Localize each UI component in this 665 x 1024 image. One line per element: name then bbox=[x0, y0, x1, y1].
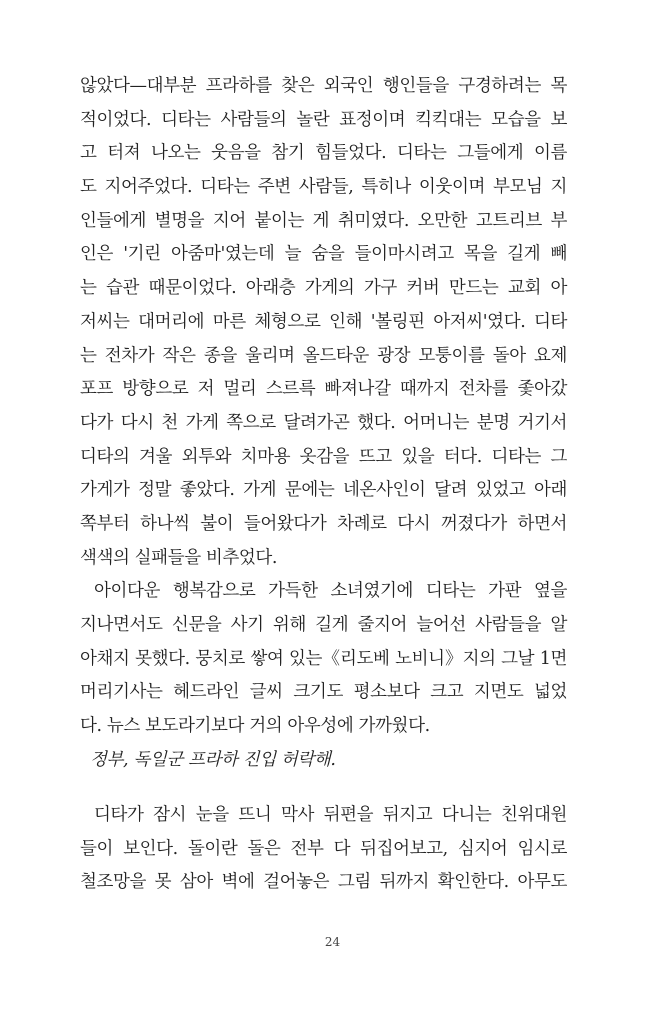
text-line: 디타의 겨울 외투와 치마용 옷감을 뜨고 있을 터다. 디타는 그 bbox=[80, 446, 567, 467]
text-line: 들이 보인다. 돌이란 돌은 전부 다 뒤집어보고, 심지어 임시로 bbox=[80, 838, 567, 859]
text-line: 인들에게 별명을 지어 붙이는 게 취미였다. 오만한 고트리브 부 bbox=[80, 210, 567, 231]
text-line: 아이다운 행복감으로 가득한 소녀였기에 디타는 가판 옆을 bbox=[94, 581, 567, 602]
text-line: 머리기사는 헤드라인 글씨 크기도 평소보다 크고 지면도 넓었 bbox=[80, 682, 567, 703]
body-text bbox=[80, 70, 567, 777]
text-line: 저씨는 대머리에 마른 체형으로 인해 '볼링핀 아저씨'였다. 디타 bbox=[80, 311, 567, 332]
text-line: 아채지 못했다. 뭉치로 쌓여 있는《리도베 노비니》지의 그날 1면 bbox=[80, 648, 567, 669]
body-text-continued bbox=[80, 799, 567, 900]
text-line: 가게가 정말 좋았다. 가게 문에는 네온사인이 달려 있었고 아래 bbox=[80, 480, 567, 501]
page-number: 24 bbox=[324, 935, 341, 949]
text-line: 지나면서도 신문을 사기 위해 길게 줄지어 늘어선 사람들을 알 bbox=[80, 615, 567, 635]
headline-quote: 정부, 독일군 프라하 진입 허락해. bbox=[90, 749, 336, 770]
text-line: 적이었다. 디타는 사람들의 놀란 표정이며 킥킥대는 모습을 보 bbox=[80, 109, 567, 130]
text-line: 철조망을 못 삼아 벽에 걸어놓은 그림 뒤까지 확인한다. 아무도 bbox=[80, 872, 567, 893]
text-line: 는 전차가 작은 종을 울리며 올드타운 광장 모퉁이를 돌아 요제 bbox=[80, 345, 567, 366]
text-line: 는 습관 때문이었다. 아래층 가게의 가구 커버 만드는 교회 아 bbox=[80, 278, 567, 299]
text-line: 다. 뉴스 보도라기보다 거의 아우성에 가까웠다. bbox=[80, 716, 430, 737]
text-line: 색색의 실패들을 비추었다. bbox=[80, 547, 278, 568]
text-line: 도 지어주었다. 디타는 주변 사람들, 특히나 이웃이며 부모님 지 bbox=[80, 177, 567, 198]
text-line: 고 터져 나오는 웃음을 참기 힘들었다. 디타는 그들에게 이름 bbox=[80, 143, 567, 164]
text-line: 포프 방향으로 저 멀리 스르륵 빠져나갈 때까지 전차를 좇아갔 bbox=[80, 379, 567, 400]
text-line: 인은 '기린 아줌마'였는데 늘 숨을 들이마시려고 목을 길게 빼 bbox=[80, 244, 567, 265]
text-line: 않았다—대부분 프라하를 찾은 외국인 행인들을 구경하려는 목 bbox=[80, 76, 567, 96]
text-line: 쪽부터 하나씩 불이 들어왔다가 차례로 다시 꺼졌다가 하면서 bbox=[80, 513, 567, 534]
text-line: 디타가 잠시 눈을 뜨니 막사 뒤편을 뒤지고 다니는 친위대원 bbox=[94, 805, 567, 825]
text-line: 다가 다시 천 가게 쪽으로 달려가곤 했다. 어머니는 분명 거기서 bbox=[80, 412, 567, 433]
